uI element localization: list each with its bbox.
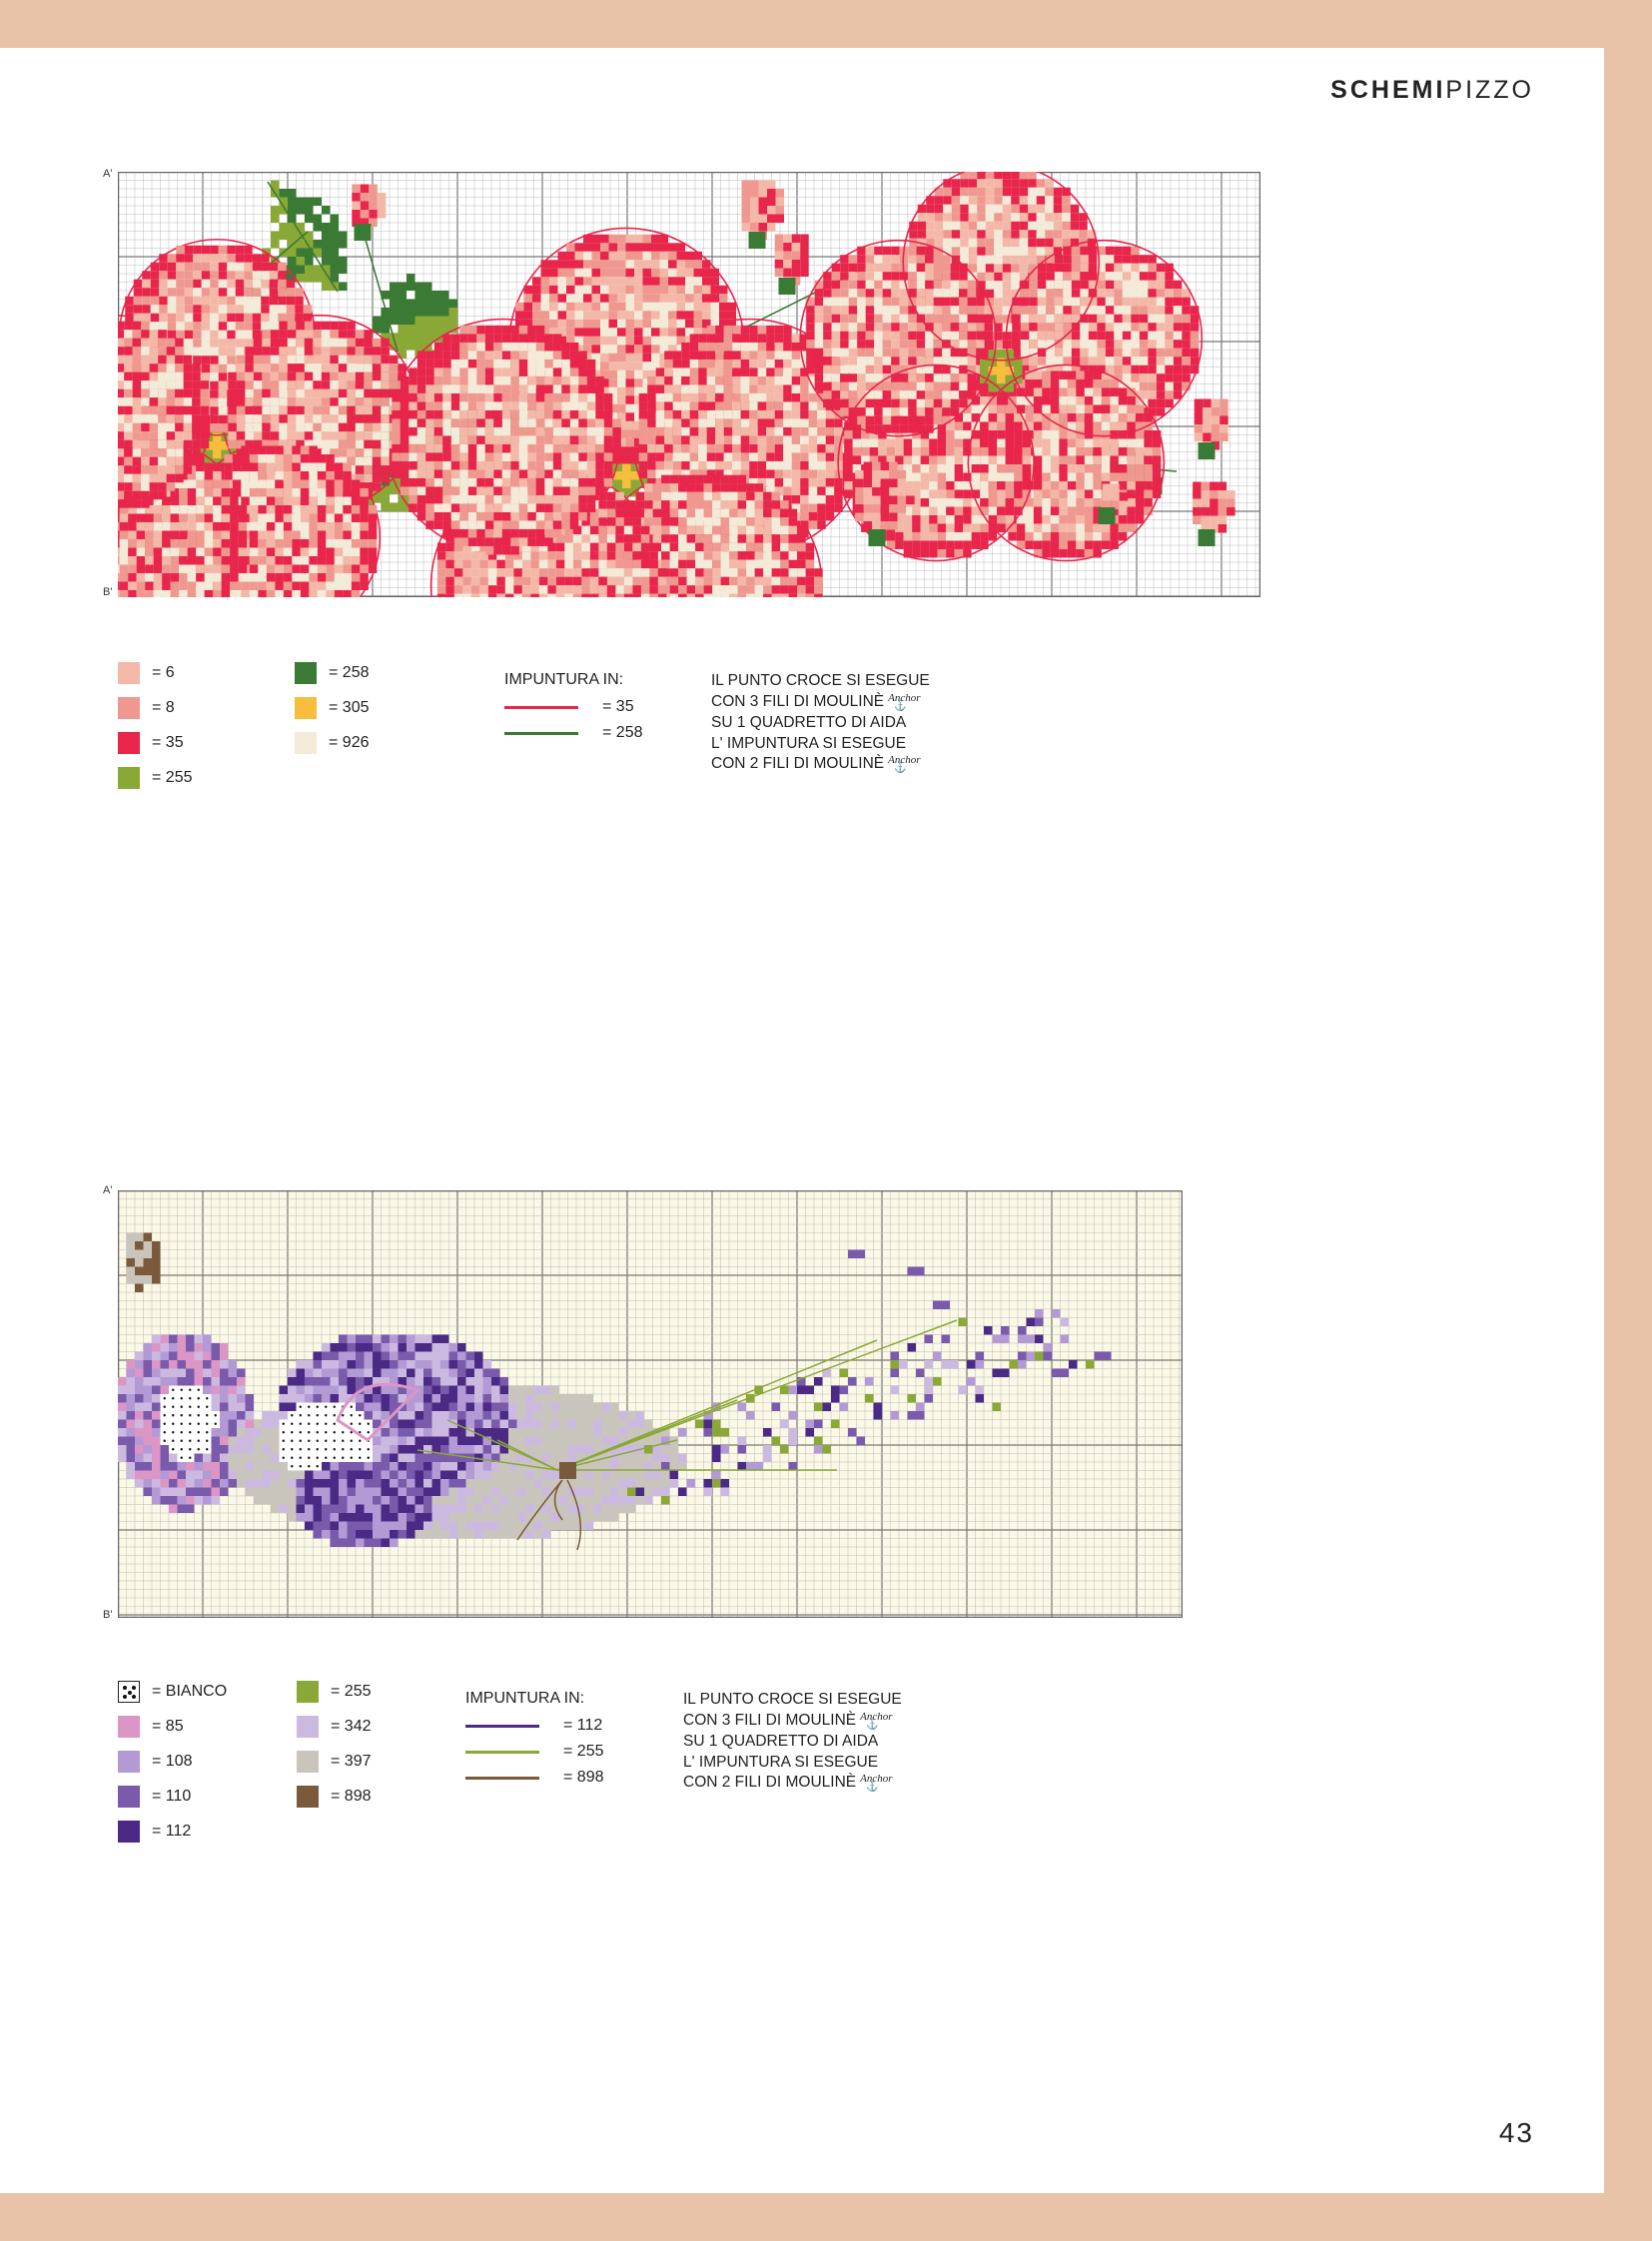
- page: [0, 48, 1604, 2193]
- legend-item: [118, 1681, 227, 1703]
- legend-item: [118, 1716, 184, 1738]
- color-swatch: [297, 1681, 319, 1703]
- pillow-shade: [297, 1462, 432, 1547]
- backstitch-label: = 112: [563, 1717, 603, 1734]
- legend-label: = 342: [331, 1718, 372, 1735]
- color-swatch: [118, 697, 140, 719]
- legend-label: = 926: [329, 734, 370, 751]
- anchor-logo-icon: Anchor ⚓: [860, 1769, 892, 1790]
- backstitch-line-sample: [504, 732, 578, 735]
- color-swatch: [118, 1786, 140, 1808]
- note-line: L' IMPUNTURA SI ESEGUE: [683, 1753, 879, 1771]
- legend-item: [118, 662, 175, 684]
- legend-item: [118, 1821, 191, 1843]
- note-line: CON 3 FILI DI MOULINÈ Anchor ⚓: [711, 692, 930, 714]
- legend-item: [297, 1716, 371, 1738]
- legend-item: [295, 732, 369, 754]
- legend-label: = 35: [152, 734, 184, 751]
- section-header: [1330, 76, 1534, 105]
- legend-label: = 85: [152, 1718, 184, 1735]
- legend-label: = 898: [331, 1788, 372, 1805]
- backstitch-item: [465, 1769, 603, 1787]
- left-edge-motif: [127, 1233, 161, 1293]
- legend-label: = 305: [329, 699, 370, 716]
- legend-item: [295, 662, 369, 684]
- backstitch-item: [504, 698, 634, 716]
- chart1-note: [711, 671, 930, 776]
- note-line: SU 1 QUADRETTO DI AIDA: [683, 1733, 879, 1750]
- legend-label: = 258: [329, 664, 370, 681]
- color-swatch: [118, 767, 140, 789]
- chart1-backstitch-title: IMPUNTURA IN:: [504, 671, 624, 688]
- note-line: IL PUNTO CROCE SI ESEGUE: [711, 672, 930, 689]
- backstitch-item: [465, 1717, 602, 1735]
- chart1-grid: [118, 172, 1260, 597]
- legend-item: [118, 697, 175, 719]
- legend-label: = 255: [331, 1683, 372, 1700]
- color-swatch: [297, 1786, 319, 1808]
- bouquet-knot: [559, 1462, 576, 1479]
- color-swatch: [118, 1716, 140, 1738]
- color-swatch: [295, 662, 317, 684]
- header-light: PIZZO: [1445, 76, 1534, 104]
- backstitch-line-sample: [504, 706, 578, 709]
- chart1-label-top: A': [103, 168, 113, 180]
- anchor-logo-icon: Anchor ⚓: [888, 750, 920, 771]
- legend-item: [118, 732, 184, 754]
- backstitch-line-sample: [465, 1725, 539, 1728]
- chart2-label-bottom: B': [103, 1609, 113, 1621]
- backstitch-item: [465, 1743, 603, 1761]
- backstitch-line-sample: [465, 1777, 539, 1780]
- color-swatch: [118, 1821, 140, 1843]
- chart2-note: [683, 1690, 902, 1795]
- chart1-label-bottom: B': [103, 586, 113, 598]
- legend-item: [295, 697, 369, 719]
- backstitch-label: = 35: [602, 698, 634, 715]
- legend-label: = BIANCO: [152, 1683, 228, 1700]
- color-swatch: [297, 1751, 319, 1773]
- legend-item: [118, 1751, 192, 1773]
- legend-item: [118, 1786, 191, 1808]
- color-swatch: [118, 732, 140, 754]
- anchor-logo-icon: Anchor ⚓: [888, 688, 920, 709]
- white-stitches: [161, 1386, 221, 1463]
- legend-label: = 110: [152, 1788, 192, 1805]
- color-swatch: [295, 697, 317, 719]
- legend-label: = 6: [152, 664, 175, 681]
- page-number: 43: [1498, 2117, 1534, 2148]
- note-line: L' IMPUNTURA SI ESEGUE: [711, 734, 907, 752]
- note-line: CON 3 FILI DI MOULINÈ Anchor ⚓: [683, 1711, 902, 1733]
- note-line: CON 2 FILI DI MOULINÈ Anchor ⚓: [683, 1773, 902, 1795]
- header-bold: SCHEMI: [1330, 76, 1446, 104]
- chart2-grid: [118, 1190, 1183, 1618]
- anchor-logo-icon: Anchor ⚓: [860, 1707, 892, 1728]
- color-swatch: [118, 1681, 140, 1703]
- backstitch-item: [504, 724, 642, 742]
- backstitch-line-sample: [465, 1751, 539, 1754]
- legend-label: = 108: [152, 1753, 193, 1770]
- backstitch-label: = 898: [563, 1769, 604, 1786]
- chart2-label-top: A': [103, 1184, 113, 1196]
- note-line: SU 1 QUADRETTO DI AIDA: [711, 714, 907, 731]
- color-swatch: [118, 662, 140, 684]
- backstitch-label: = 255: [563, 1743, 604, 1760]
- grid-background: [118, 1190, 1183, 1618]
- legend-label: = 255: [152, 769, 193, 786]
- note-line: IL PUNTO CROCE SI ESEGUE: [683, 1691, 902, 1708]
- legend-label: = 112: [152, 1823, 192, 1840]
- legend-item: [118, 767, 192, 789]
- color-swatch: [295, 732, 317, 754]
- legend-label: = 397: [331, 1753, 372, 1770]
- backstitch-label: = 258: [602, 724, 643, 741]
- legend-item: [297, 1751, 371, 1773]
- color-swatch: [118, 1751, 140, 1773]
- chart2-backstitch-title: IMPUNTURA IN:: [465, 1690, 585, 1707]
- legend-item: [297, 1681, 371, 1703]
- note-line: CON 2 FILI DI MOULINÈ Anchor ⚓: [711, 754, 930, 776]
- legend-label: = 8: [152, 699, 175, 716]
- color-swatch: [297, 1716, 319, 1738]
- legend-item: [297, 1786, 371, 1808]
